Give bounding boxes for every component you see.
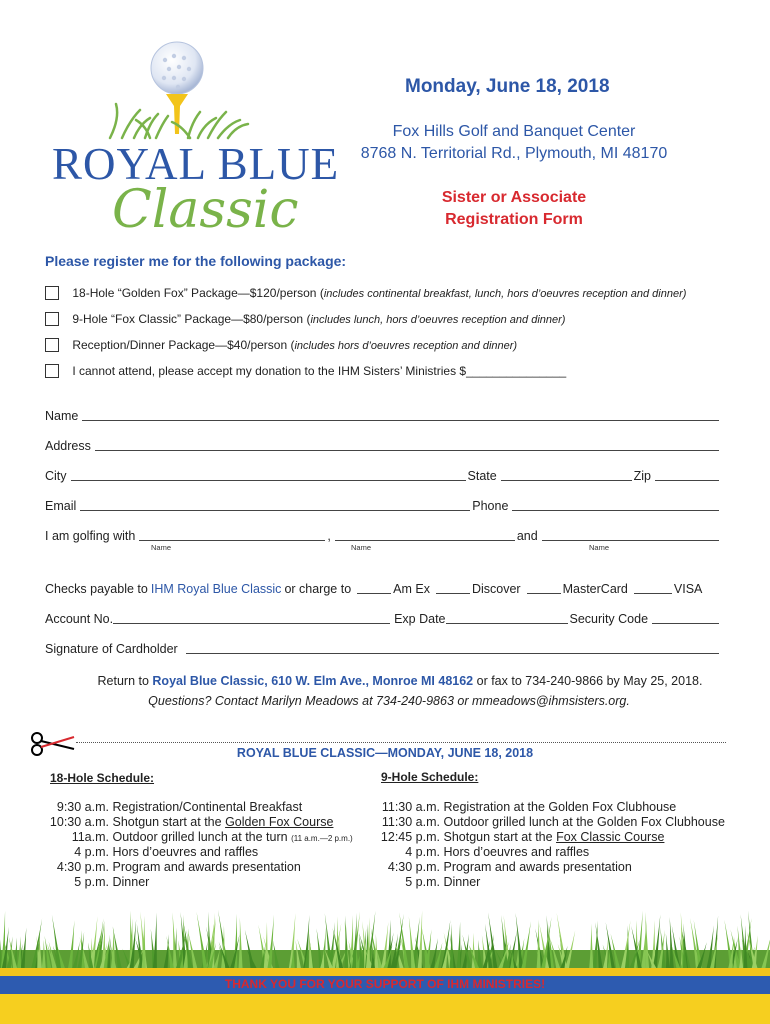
questions-contact: Questions? Contact Marilyn Meadows at 734-240-9863 or mmeadows@ihmsisters.org.	[148, 694, 630, 708]
return-address: Royal Blue Classic, 610 W. Elm Ave., Monroe MI 48162	[152, 674, 474, 688]
name-input-line[interactable]	[82, 408, 719, 421]
city-input-line[interactable]	[71, 468, 466, 481]
schedule-item: 4 p.m. Hors d’oeuvres and raffles	[74, 845, 259, 859]
mastercard-label: MasterCard	[562, 582, 628, 596]
account-label: Account No.	[45, 612, 114, 626]
return-suffix: or fax to 734-240-9866 by May 25, 2018.	[473, 674, 703, 688]
schedule-item: 10:30 a.m. Shotgun start at the Golden Fox Course	[49, 815, 334, 829]
name-label: Name	[45, 409, 79, 423]
footer-thanks: THANK YOU FOR YOUR SUPPORT OF IHM MINISTRIES!	[224, 977, 546, 991]
city-state-zip-row[interactable]	[45, 468, 721, 483]
schedule-title: ROYAL BLUE CLASSIC—MONDAY, JUNE 18, 2018	[236, 746, 534, 760]
checks-payee: IHM Royal Blue Classic	[150, 582, 282, 596]
package-option-donation[interactable]	[45, 364, 566, 378]
return-prefix: Return to	[97, 674, 153, 688]
exp-date-label: Exp Date	[394, 612, 446, 626]
package-note: includes continental breakfast, lunch, hors d’oeuvres reception and dinner)	[323, 288, 687, 300]
mastercard-blank[interactable]	[527, 581, 561, 594]
partner3-input-line[interactable]	[542, 528, 719, 541]
visa-label: VISA	[673, 582, 703, 596]
schedule-9hole-list	[376, 800, 725, 890]
checks-prefix: Checks payable to	[45, 582, 148, 596]
package-option-18hole[interactable]	[45, 286, 686, 300]
exp-date-input-line[interactable]	[446, 611, 568, 624]
city-label: City	[45, 469, 67, 483]
schedule-item: 12:45 p.m. Shotgun start at the Fox Classic Course	[380, 830, 665, 844]
package-checkbox[interactable]	[45, 312, 59, 326]
phone-label: Phone	[472, 499, 509, 513]
address-input-line[interactable]	[95, 438, 719, 451]
and-label: and	[516, 529, 538, 543]
address-label: Address	[45, 439, 91, 453]
schedule-18hole-list	[42, 800, 353, 890]
security-code-input-line[interactable]	[652, 611, 719, 624]
schedule-18hole-heading: 18-Hole Schedule:	[50, 771, 155, 785]
partner1-sublabel: Name	[151, 543, 172, 552]
comma-separator: ,	[327, 529, 331, 543]
phone-input-line[interactable]	[512, 498, 719, 511]
state-label: State	[467, 469, 497, 483]
amex-label: Am Ex	[393, 582, 430, 596]
golf-ball-icon	[50, 38, 290, 148]
schedule-9hole-heading: 9-Hole Schedule:	[381, 770, 479, 784]
name-field-row[interactable]	[45, 408, 721, 423]
schedule-item: 11:30 a.m. Outdoor grilled lunch at the Golden Fox Clubhouse	[381, 815, 725, 829]
schedule-item: 5 p.m. Dinner	[405, 875, 481, 889]
account-input-line[interactable]	[113, 611, 390, 624]
golfing-with-row[interactable]	[45, 528, 721, 543]
zip-label: Zip	[633, 469, 651, 483]
card-details-row[interactable]	[45, 611, 721, 626]
package-note: includes lunch, hors d’oeuvres reception and dinner)	[310, 314, 566, 326]
address-field-row[interactable]	[45, 438, 721, 453]
footer-stripe-yellow-bottom	[0, 994, 770, 1024]
security-code-label: Security Code	[569, 612, 649, 626]
package-label: I cannot attend, please accept my donation to the IHM Sisters’ Ministries $_______________	[72, 364, 567, 378]
schedule-item: 4:30 p.m. Program and awards presentation	[387, 860, 632, 874]
discover-label: Discover	[471, 582, 521, 596]
package-option-9hole[interactable]	[45, 312, 565, 326]
package-checkbox[interactable]	[45, 286, 59, 300]
schedule-item: 11:30 a.m. Registration at the Golden Fox Clubhouse	[381, 800, 677, 814]
package-label: 9-Hole “Fox Classic” Package—$80/person (	[72, 312, 311, 326]
cut-line	[76, 742, 726, 743]
logo-title: ROYAL BLUE	[52, 139, 340, 189]
footer-stripe-yellow	[0, 968, 770, 976]
logo-script: Classic	[112, 180, 299, 240]
zip-input-line[interactable]	[655, 468, 719, 481]
partner2-input-line[interactable]	[335, 528, 515, 541]
signature-input-line[interactable]	[186, 641, 719, 654]
amex-blank[interactable]	[357, 581, 391, 594]
package-label: Reception/Dinner Package—$40/person (	[72, 338, 295, 352]
payment-method-row[interactable]	[45, 581, 721, 596]
return-instructions	[0, 674, 770, 688]
visa-blank[interactable]	[634, 581, 672, 594]
email-label: Email	[45, 499, 77, 513]
golfing-with-label: I am golfing with	[45, 529, 136, 543]
form-title-line1: Sister or Associate	[441, 189, 587, 206]
royal-blue-classic-logo	[50, 38, 340, 240]
signature-row[interactable]	[45, 641, 721, 656]
venue-address: 8768 N. Territorial Rd., Plymouth, MI 48170	[360, 145, 668, 162]
partner2-sublabel: Name	[351, 543, 372, 552]
discover-blank[interactable]	[436, 581, 470, 594]
email-phone-row[interactable]	[45, 498, 721, 513]
package-option-dinner[interactable]	[45, 338, 517, 352]
event-date: Monday, June 18, 2018	[405, 76, 610, 97]
package-note: includes hors d’oeuvres reception and dinner)	[294, 340, 518, 352]
package-heading: Please register me for the following package:	[45, 253, 347, 269]
package-checkbox[interactable]	[45, 364, 59, 378]
schedule-item: 5 p.m. Dinner	[74, 875, 150, 889]
package-checkbox[interactable]	[45, 338, 59, 352]
signature-label: Signature of Cardholder	[45, 642, 178, 656]
form-title-line2: Registration Form	[445, 211, 583, 228]
checks-suffix: or charge to	[284, 582, 352, 596]
schedule-item: 9:30 a.m. Registration/Continental Breakfast	[56, 800, 303, 814]
partner1-input-line[interactable]	[139, 528, 325, 541]
grass-border	[0, 910, 770, 968]
schedule-item: 4:30 p.m. Program and awards presentation	[56, 860, 301, 874]
schedule-item: 11a.m. Outdoor grilled lunch at the turn (11 a.m.—2 p.m.)	[71, 830, 353, 844]
state-input-line[interactable]	[501, 468, 632, 481]
schedule-item: 4 p.m. Hors d’oeuvres and raffles	[405, 845, 590, 859]
partner3-sublabel: Name	[589, 543, 610, 552]
package-label: 18-Hole “Golden Fox” Package—$120/person (	[72, 286, 324, 300]
venue-name: Fox Hills Golf and Banquet Center	[392, 123, 636, 140]
email-input-line[interactable]	[80, 498, 470, 511]
